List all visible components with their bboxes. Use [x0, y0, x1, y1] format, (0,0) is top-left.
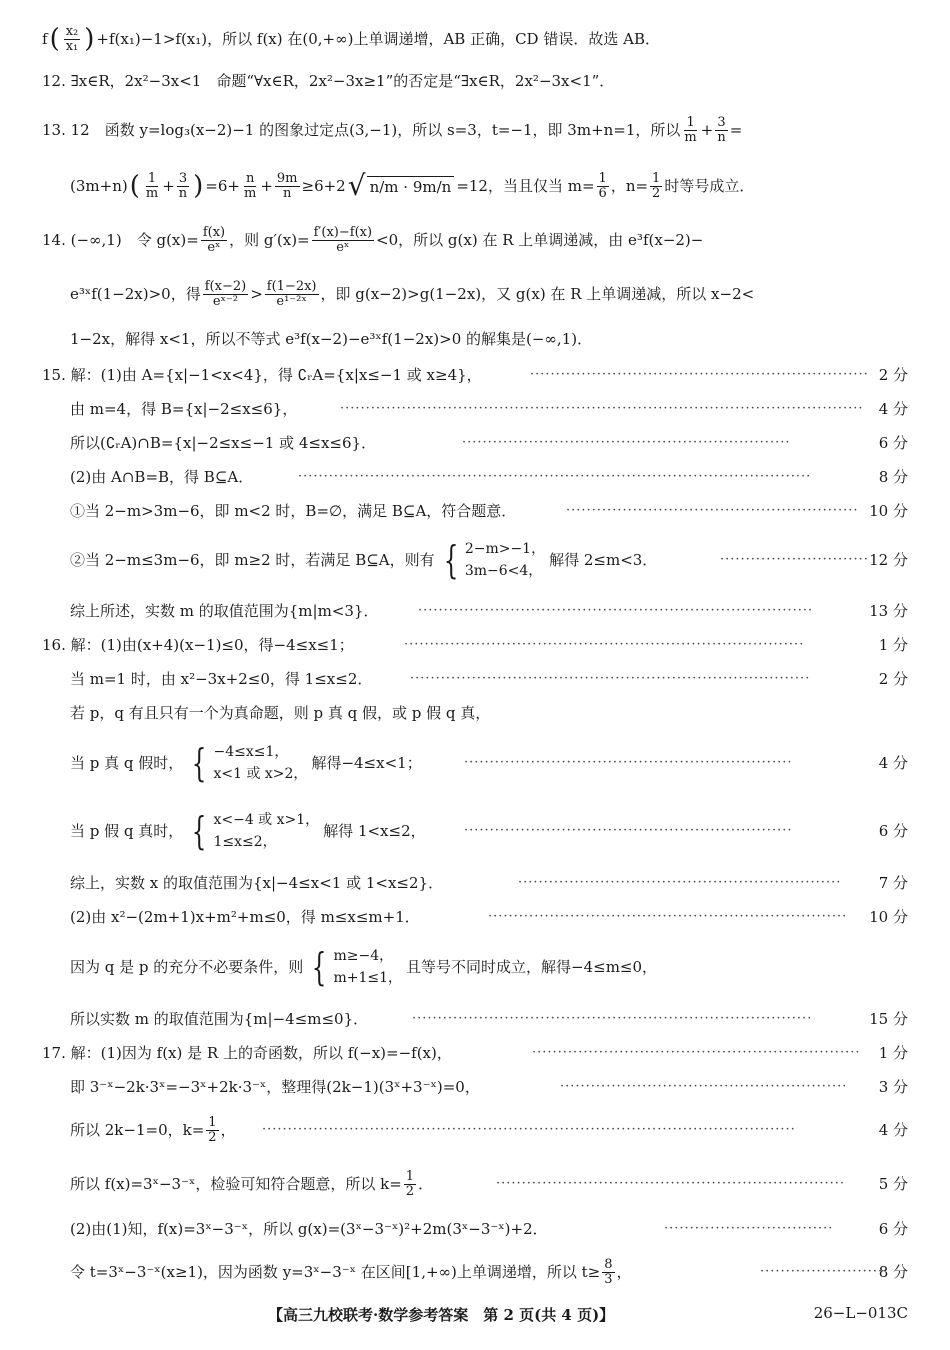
score-label: 13 分: [869, 601, 908, 620]
line-text: ①当 2−m>3m−6，即 m<2 时，B=∅，满足 B⊆A，符合题意．: [70, 501, 517, 520]
leader-dots: ························: [760, 1263, 884, 1279]
line-text: 当 p 真 q 假时， { −4≤x≤1， x<1 或 x>2， 解得−4≤x<1；: [70, 741, 422, 785]
score-label: 6 分: [878, 821, 908, 840]
leader-dots: ································································: [532, 1044, 861, 1060]
equation-system: { 2−m>−1， 3m−6<4，: [443, 538, 546, 582]
answer-line: [0, 1036, 950, 1070]
score-label: 4 分: [878, 1120, 908, 1139]
score-label: 15 分: [869, 1009, 908, 1028]
leader-dots: ································································: [464, 754, 793, 770]
leader-dots: ······································································································: [340, 400, 864, 416]
line-text: ②当 2−m≤3m−6，即 m≥2 时，若满足 B⊆A，则有 { 2−m>−1， 3m−6<4， 解得 2≤m<3．: [70, 538, 658, 582]
answer-line: [0, 900, 950, 934]
answer-line: [0, 1002, 950, 1036]
line-text: 综上所述，实数 m 的取值范围为{m|m<3}．: [70, 601, 379, 620]
leader-dots: ····································································································: [298, 468, 812, 484]
score-label: 5 分: [878, 1174, 908, 1193]
answer-line: [0, 322, 950, 356]
score-label: 3 分: [878, 1077, 908, 1096]
line-text: (3m+n) ( $\frac{1}{m}$ + $\frac{3}{n}$ ) =6+ $\frac{n}{m}$ + $\frac{9m}{n}$ ≥6+2 √ n/m · 9m/n =12，当且仅当 m= $\frac{1}{6}$ ，n= $\frac{1}{2}$ 时等号成立．: [70, 169, 755, 202]
leader-dots: ··············································································: [410, 670, 811, 686]
line-text: 当 m=1 时，由 x²−3x+2≤0，得 1≤x≤2．: [70, 669, 373, 688]
leader-dots: ························································: [560, 1078, 848, 1094]
answer-line: [0, 696, 950, 730]
footer-code: 26−L−013C: [813, 1304, 908, 1322]
line-text: 16. 解：(1)由(x+4)(x−1)≤0，得−4≤x≤1；: [42, 635, 354, 654]
leader-dots: ································································: [464, 822, 793, 838]
answer-line: [0, 594, 950, 628]
leader-dots: ··············································································: [412, 1010, 813, 1026]
footer-title: 【高三九校联考·数学参考答案 第 2 页(共 4 页)】: [268, 1306, 615, 1324]
answer-line: [0, 734, 950, 792]
line-text: 所以 f(x)=3ˣ−3⁻ˣ，检验可知符合题意，所以 k= $\frac{1}{2}$ ．: [70, 1168, 434, 1199]
line-text: 若 p，q 有且只有一个为真命题，则 p 真 q 假，或 p 假 q 真，: [70, 703, 491, 722]
answer-line: [0, 866, 950, 900]
square-root: √ n/m · 9m/n: [348, 172, 455, 200]
score-label: 10 分: [869, 907, 908, 926]
answer-line: [0, 426, 950, 460]
line-text: (2)由 x²−(2m+1)x+m²+m≤0，得 m≤x≤m+1．: [70, 907, 420, 926]
leader-dots: ·························································: [566, 502, 859, 518]
line-text: 即 3⁻ˣ−2k·3ˣ=−3ˣ+2k·3⁻ˣ，整理得(2k−1)(3ˣ+3⁻ˣ)=0，: [70, 1077, 480, 1096]
leader-dots: ··································································: [530, 366, 869, 382]
fraction: $\frac{\text{x₂}}{\text{x₁}}$: [65, 23, 79, 54]
answer-line: [0, 460, 950, 494]
line-text: 当 p 假 q 真时， { x<−4 或 x>1， 1≤x≤2， 解得 1<x≤2，: [70, 809, 426, 853]
answer-line: [0, 1110, 950, 1150]
score-label: 2 分: [878, 669, 908, 688]
page-footer: [0, 1298, 950, 1332]
score-label: 4 分: [878, 399, 908, 418]
answer-line: [0, 1070, 950, 1104]
leader-dots: ········································································································: [262, 1121, 796, 1137]
answer-line: [0, 220, 950, 260]
answer-line: [0, 628, 950, 662]
score-label: 4 分: [878, 753, 908, 772]
leader-dots: ··············································································: [404, 636, 805, 652]
line-text: 1−2x，解得 x<1，所以不等式 e³f(x−2)−e³ˣf(1−2x)>0 的解集是(−∞,1)．: [70, 329, 593, 348]
leader-dots: ·······························································: [518, 874, 842, 890]
score-label: 6 分: [878, 433, 908, 452]
score-label: 6 分: [878, 1219, 908, 1238]
score-label: 2 分: [878, 365, 908, 384]
line-text: 12. ∃x∈R，2x²−3x<1 命题“∀x∈R，2x²−3x≥1”的否定是“∃x∈R，2x²−3x<1”．: [42, 71, 615, 90]
leader-dots: ·············································································: [418, 602, 814, 618]
score-label: 1 分: [878, 635, 908, 654]
leader-dots: ·································: [664, 1220, 834, 1236]
line-text: (2)由 A∩B=B，得 B⊆A．: [70, 467, 254, 486]
line-text: 13. 12 函数 y=log₃(x−2)−1 的图象过定点(3,−1)，所以 s=3，t=−1，即 3m+n=1，所以 $\frac{1}{m}$ + $\frac{3}{n}$ =: [42, 114, 743, 145]
line-text: 14. (−∞,1) 令 g(x)= $\frac{f(x)}{\text{eˣ}}$ ，则 g′(x)= $\frac{f'(x)-f(x)}{\text{eˣ}}$ <0，所以 g(x) 在 R 上单调递减，由 e³f(x−2)−: [42, 224, 704, 255]
leader-dots: ····································································: [496, 1175, 845, 1191]
line-text: 17. 解：(1)因为 f(x) 是 R 上的奇函数，所以 f(−x)=−f(x)，: [42, 1043, 452, 1062]
score-label: 7 分: [878, 873, 908, 892]
answer-line: [0, 392, 950, 426]
equation-system: { x<−4 或 x>1， 1≤x≤2，: [192, 809, 320, 853]
answer-line: [0, 164, 950, 208]
answer-line: [0, 532, 950, 588]
line-text: 所以(∁ᵣA)∩B={x|−2≤x≤−1 或 4≤x≤6}．: [70, 433, 377, 452]
score-label: 8 分: [878, 1262, 908, 1281]
answer-line: [0, 1212, 950, 1246]
line-text: 所以实数 m 的取值范围为{m|−4≤m≤0}．: [70, 1009, 369, 1028]
line-text: e³ˣf(1−2x)>0，得 $\frac{f(x-2)}{\text{eˣ⁻²}}$ > $\frac{f(1-2x)}{\text{e¹⁻²ˣ}}$ ，即 g(x−2)>g(1−2x)，又 g(x) 在 R 上单调递减，所以 x−2<: [70, 278, 755, 309]
line-text: 令 t=3ˣ−3⁻ˣ(x≥1)，因为函数 y=3ˣ−3⁻ˣ 在区间[1,+∞)上单调递增，所以 t≥ $\frac{8}{3}$ ，: [70, 1256, 632, 1287]
score-label: 10 分: [869, 501, 908, 520]
score-label: 12 分: [869, 550, 908, 569]
answer-line: [0, 274, 950, 314]
line-text: f ( $\frac{\text{x₂}}{\text{x₁}}$ ) +f(x₁)−1>f(x₁)，所以 f(x) 在(0,+∞)上单调递增，AB 正确，CD 错误．故选 AB．: [42, 23, 660, 54]
answer-line: [0, 1164, 950, 1204]
score-label: 1 分: [878, 1043, 908, 1062]
equation-system: { −4≤x≤1， x<1 或 x>2，: [192, 741, 308, 785]
line-text: 15. 解：(1)由 A={x|−1<x<4}，得 ∁ᵣA={x|x≤−1 或 x≥4}，: [42, 365, 482, 384]
equation-system: { m≥−4， m+1≤1，: [312, 945, 403, 989]
leader-dots: ································································: [462, 434, 791, 450]
answer-line: [0, 64, 950, 98]
answer-line: [0, 802, 950, 860]
answer-line: [0, 662, 950, 696]
leader-dots: ·····························: [720, 551, 869, 567]
answer-line: [0, 22, 950, 56]
score-label: 8 分: [878, 467, 908, 486]
line-text: 所以 2k−1=0，k= $\frac{1}{2}$ ，: [70, 1114, 236, 1145]
leader-dots: ······································································: [488, 908, 848, 924]
line-text: 由 m=4，得 B={x|−2≤x≤6}，: [70, 399, 298, 418]
answer-line: [0, 1252, 950, 1292]
answer-line: [0, 494, 950, 528]
line-text: 因为 q 是 p 的充分不必要条件，则 { m≥−4， m+1≤1， 且等号不同时成立，解得−4≤m≤0，: [70, 945, 658, 989]
answer-line: [0, 358, 950, 392]
answer-line: [0, 938, 950, 996]
line-text: 综上，实数 x 的取值范围为{x|−4≤x<1 或 1<x≤2}．: [70, 873, 444, 892]
line-text: (2)由(1)知，f(x)=3ˣ−3⁻ˣ，所以 g(x)=(3ˣ−3⁻ˣ)²+2m(3ˣ−3⁻ˣ)+2．: [70, 1219, 548, 1238]
answer-line: [0, 110, 950, 150]
